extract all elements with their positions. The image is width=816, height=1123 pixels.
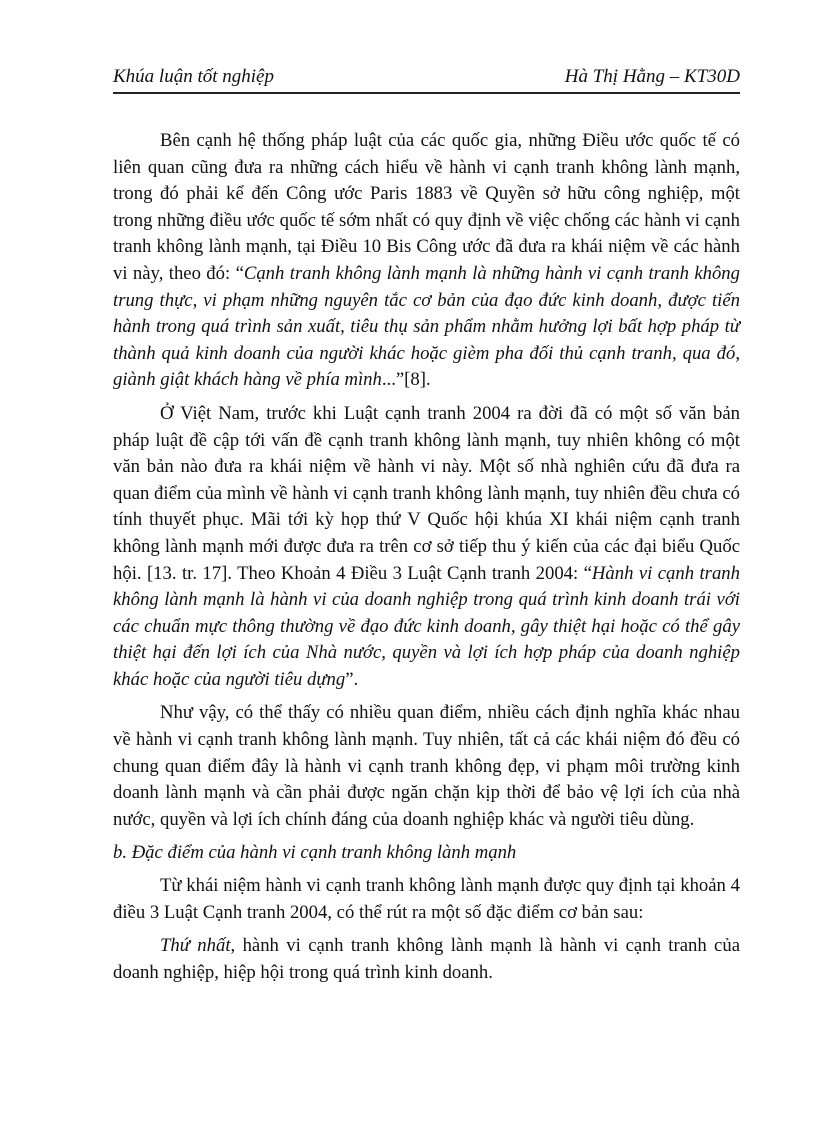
paragraph-text: Ở Việt Nam, trước khi Luật cạnh tranh 2004 ra đời đã có một số văn bản pháp luật đề cập tới vấn đề cạnh tranh không lành mạnh, tuy nhiên không có một văn bản nào đưa ra khái niệm về hành vi này. Một số nhà nghiên cứu đã đưa ra quan điểm của mình về hành vi cạnh tranh không lành mạnh, tuy nhiên đều chưa có tính thuyết phục. Mãi tới kỳ họp thứ V Quốc hội khúa XI khái niệm cạnh tranh không lành mạnh mới được đưa ra trên cơ sở tiếp thu ý kiến của các đại biểu Quốc hội. [13. tr. 17]. Theo Khoản 4 Điều 3 Luật Cạnh tranh 2004: “ [113, 402, 740, 584]
quote-paris-definition: Cạnh tranh không lành mạnh là những hành vi cạnh tranh không trung thực, vi phạm những nguyên tắc cơ bản của đạo đức kinh doanh, được tiến hành trong quá trình sản xuất, tiêu thụ sản phẩm nhằm hưởng lợi bất hợp pháp từ thành quả kinh doanh của người khác hoặc gièm pha đối thủ cạnh tranh, qua đó, giành giật khách hàng về phía mình [113, 262, 740, 391]
section-heading-characteristics: b. Đặc điểm của hành vi cạnh tranh không lành mạnh [113, 842, 517, 864]
paragraph-text: , hành vi cạnh tranh không lành mạnh là hành vi cạnh tranh của doanh nghiệp, hiệp hội trong quá trình kinh doanh. [113, 935, 740, 983]
header-thesis-label: Khúa luận tốt nghiệp [113, 66, 274, 87]
paragraph-characteristics-intro: Từ khái niệm hành vi cạnh tranh không lành mạnh được quy định tại khoản 4 điều 3 Luật Cạnh tranh 2004, có thể rút ra một số đặc điểm cơ bản sau: [113, 875, 740, 923]
citation: ...”[8]. [381, 369, 431, 391]
quote-competition-law-definition: Hành vi cạnh tranh không lành mạnh là hành vi của doanh nghiệp trong quá trình kinh doanh trái với các chuẩn mực thông thường về đạo đức kinh doanh, gây thiệt hại hoặc có thể gây thiệt hại đến lợi ích của Nhà nước, quyền và lợi ích hợp pháp của doanh nghiệp khác hoặc của người tiêu dựng [113, 562, 740, 690]
header-author: Hà Thị Hằng – KT30D [564, 66, 740, 87]
paragraph-first-characteristic [113, 933, 740, 986]
quote-close: ”. [345, 668, 359, 690]
lead-term: Thứ nhất [160, 935, 231, 957]
page-header [113, 66, 740, 94]
document-body [113, 128, 740, 993]
paragraph-text: Bên cạnh hệ thống pháp luật của các quốc gia, những Điều ước quốc tế có liên quan cũng đưa ra những cách hiểu về hành vi cạnh tranh không lành mạnh, trong đó phải kể đến Công ước Paris 1883 về Quyền sở hữu công nghiệp, một trong những điều ước quốc tế sớm nhất có quy định về việc chống các hành vi cạnh tranh không lành mạnh, tại Điều 10 Bis Công ước đã đưa ra khái niệm về các hành vi này, theo đó: “ [113, 130, 740, 284]
paragraph-vietnam-law [113, 401, 740, 694]
paragraph-paris-convention [113, 128, 740, 394]
paragraph-summary: Như vậy, có thể thấy có nhiều quan điểm, nhiều cách định nghĩa khác nhau về hành vi cạnh tranh không lành mạnh. Tuy nhiên, tất cả các khái niệm đó đều có chung quan điểm đây là hành vi cạnh tranh không đẹp, vi phạm môi trường kinh doanh lành mạnh và cần phải được ngăn chặn kịp thời để bảo vệ lợi ích của nhà nước, quyền và lợi ích chính đáng của doanh nghiệp khác và người tiêu dùng. [113, 702, 740, 830]
